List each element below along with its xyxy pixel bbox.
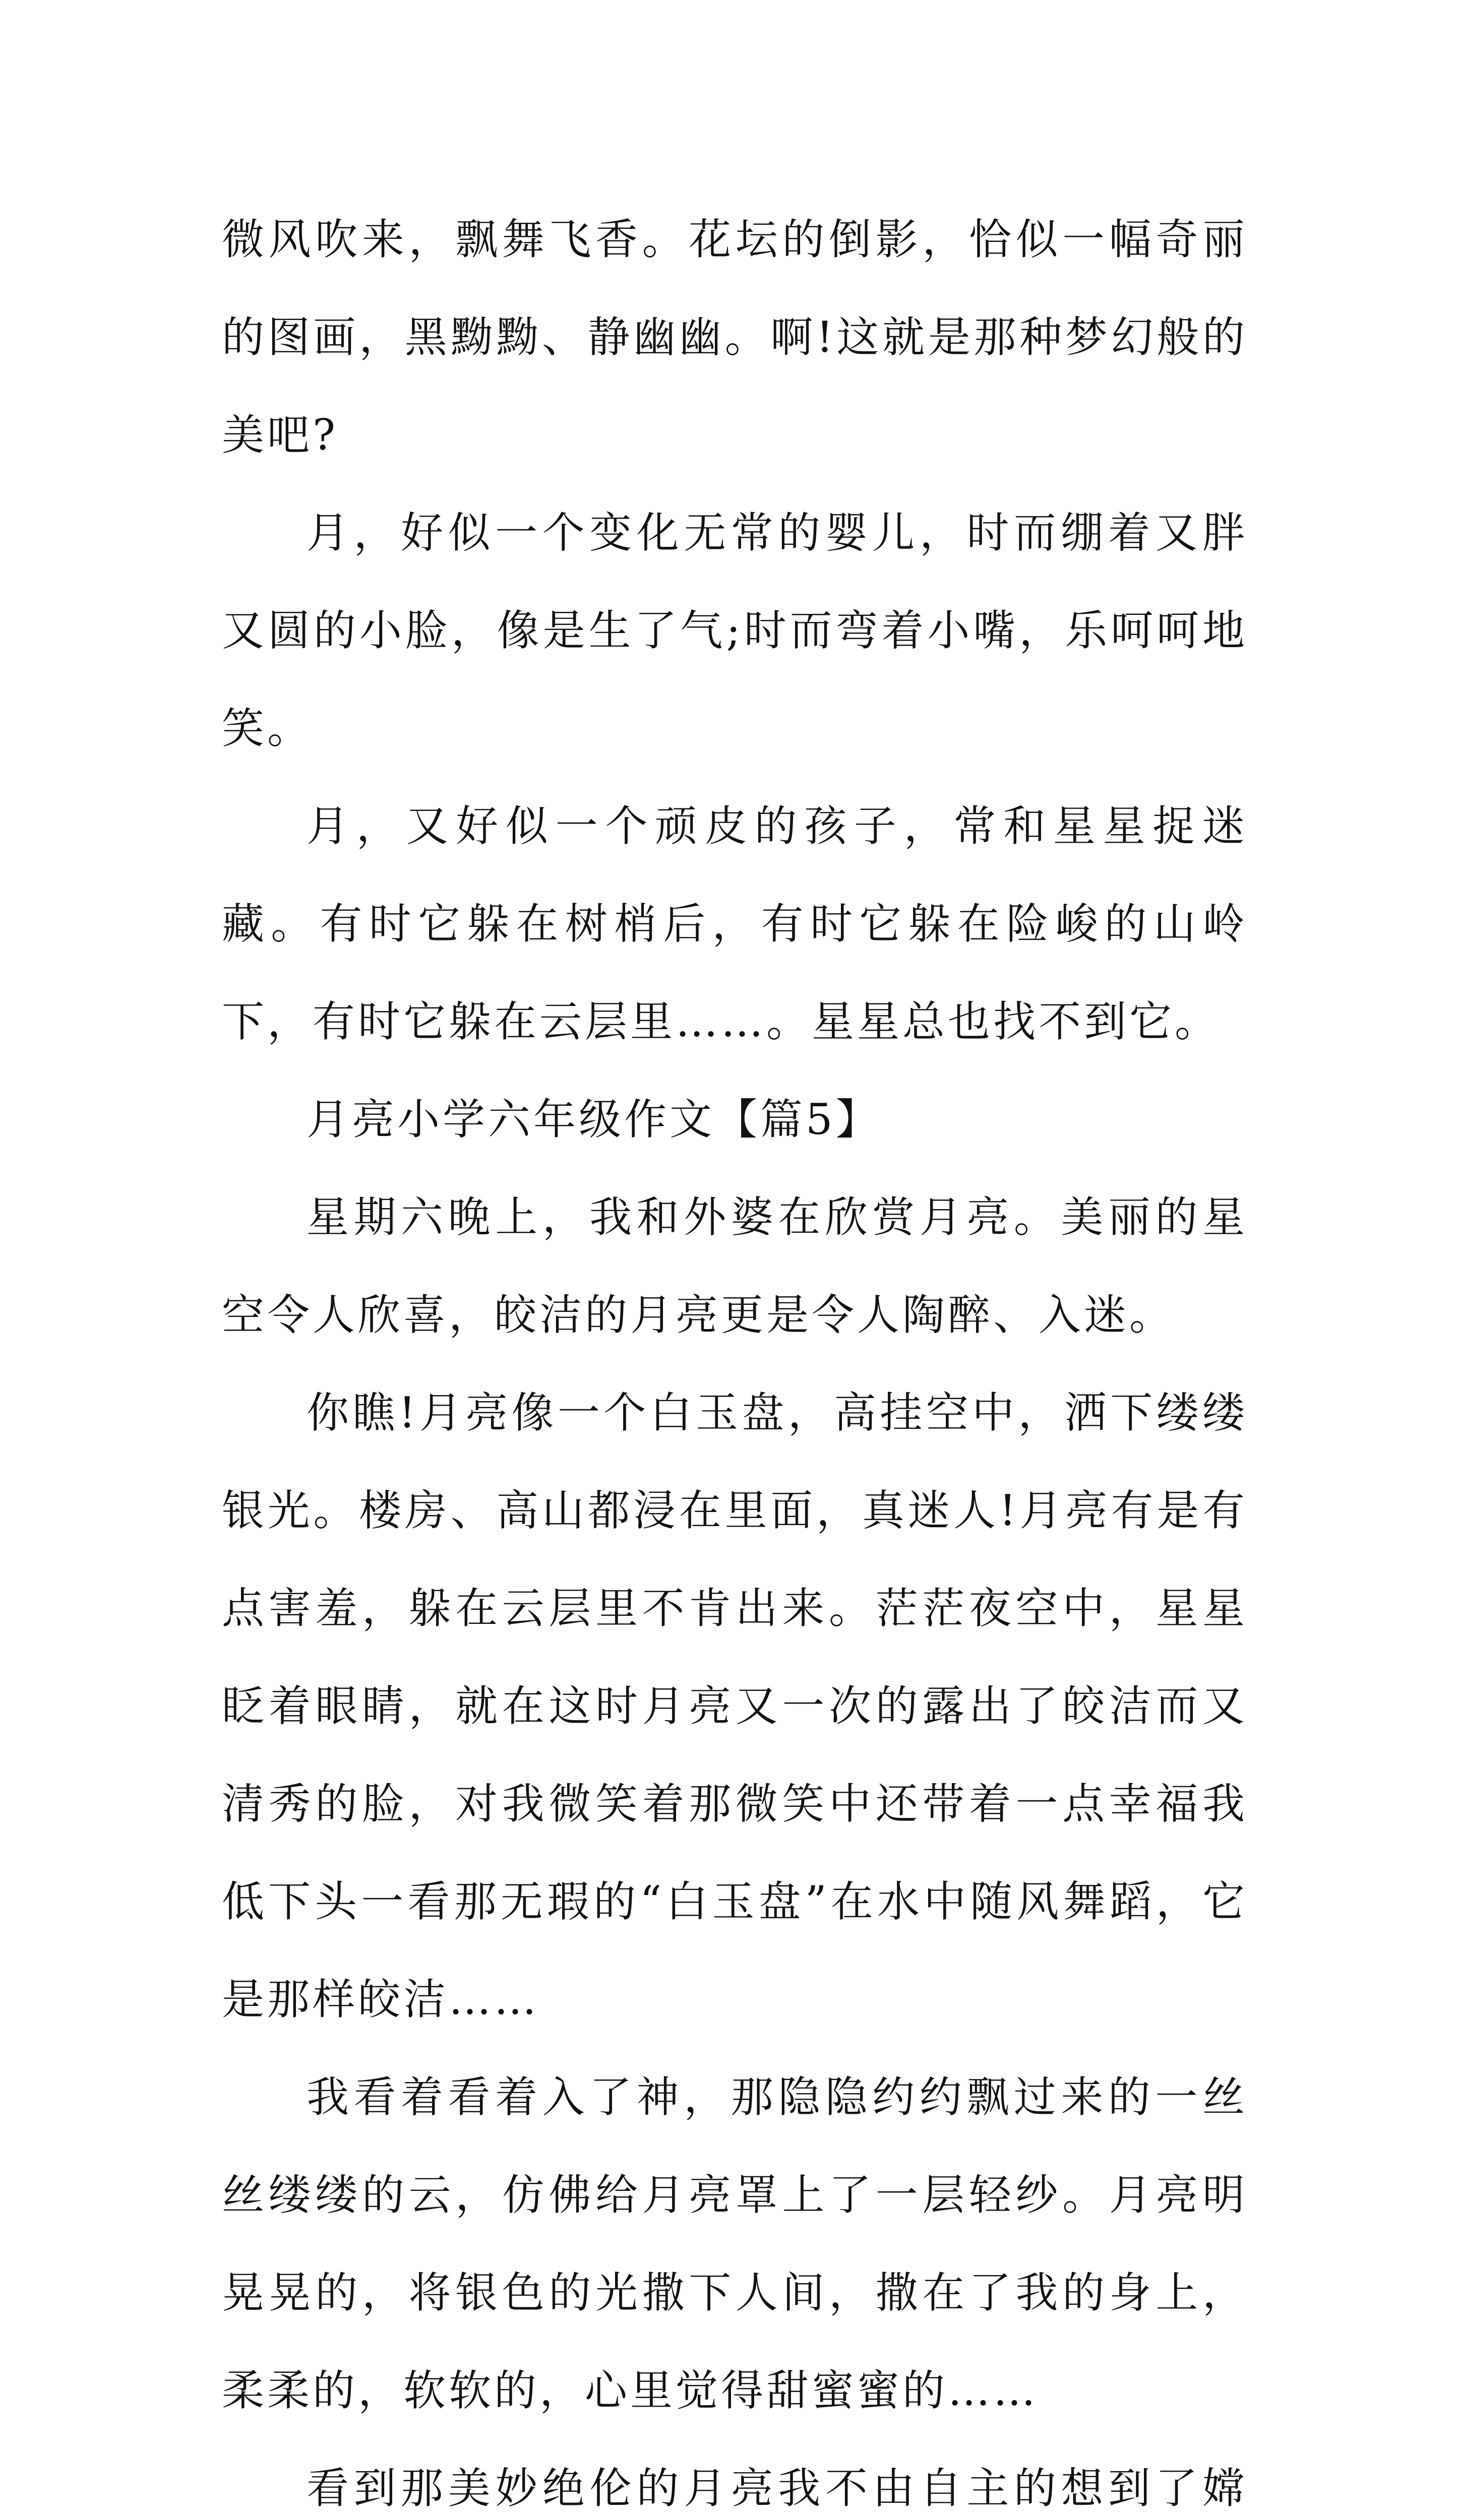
paragraph-intro: 微风吹来，飘舞飞香。花坛的倒影，恰似一幅奇丽的图画，黑黝黝、静幽幽。啊!这就是那种梦幻般的美吧? [222, 215, 1248, 460]
paragraph-change-e-poem: 看到那美妙绝伦的月亮我不由自主的想到了嫦 [307, 2464, 1248, 2513]
paragraph-moon-hide-and-seek: 月，又好似一个顽皮的孩子，常和星星捉迷藏。有时它躲在树梢后，有时它躲在险峻的山岭下，有时它躲在云层里……。星星总也找不到它。 [222, 801, 1248, 1046]
paragraph-white-jade-plate: 你瞧!月亮像一个白玉盘，高挂空中，洒下缕缕银光。楼房、高山都浸在里面，真迷人!月亮有是有点害羞，躲在云层里不肯出来。茫茫夜空中，星星眨着眼睛，就在这时月亮又一次的露出了皎洁而又清秀的脸，对我微笑着那微笑中还带着一点幸福我低下头一看那无瑕的“白玉盘”在水中随风舞蹈，它是那样皎洁…… [222, 1388, 1248, 2024]
paragraph-saturday-night: 星期六晚上，我和外婆在欣赏月亮。美丽的星空令人欣喜，皎洁的月亮更是令人陶醉、入迷。 [222, 1192, 1248, 1340]
document-body [222, 191, 1248, 2520]
paragraph-light-veil: 我看着看着入了神，那隐隐约约飘过来的一丝丝缕缕的云，仿佛给月亮罩上了一层轻纱。月亮明晃晃的，将银色的光撒下人间，撒在了我的身上，柔柔的，软软的，心里觉得甜蜜蜜的…… [222, 2072, 1248, 2415]
paragraph-moon-baby: 月，好似一个变化无常的婴儿，时而绷着又胖又圆的小脸，像是生了气;时而弯着小嘴，乐呵呵地笑。 [222, 508, 1248, 753]
section-heading: 月亮小学六年级作文【篇5】 [307, 1095, 881, 1144]
